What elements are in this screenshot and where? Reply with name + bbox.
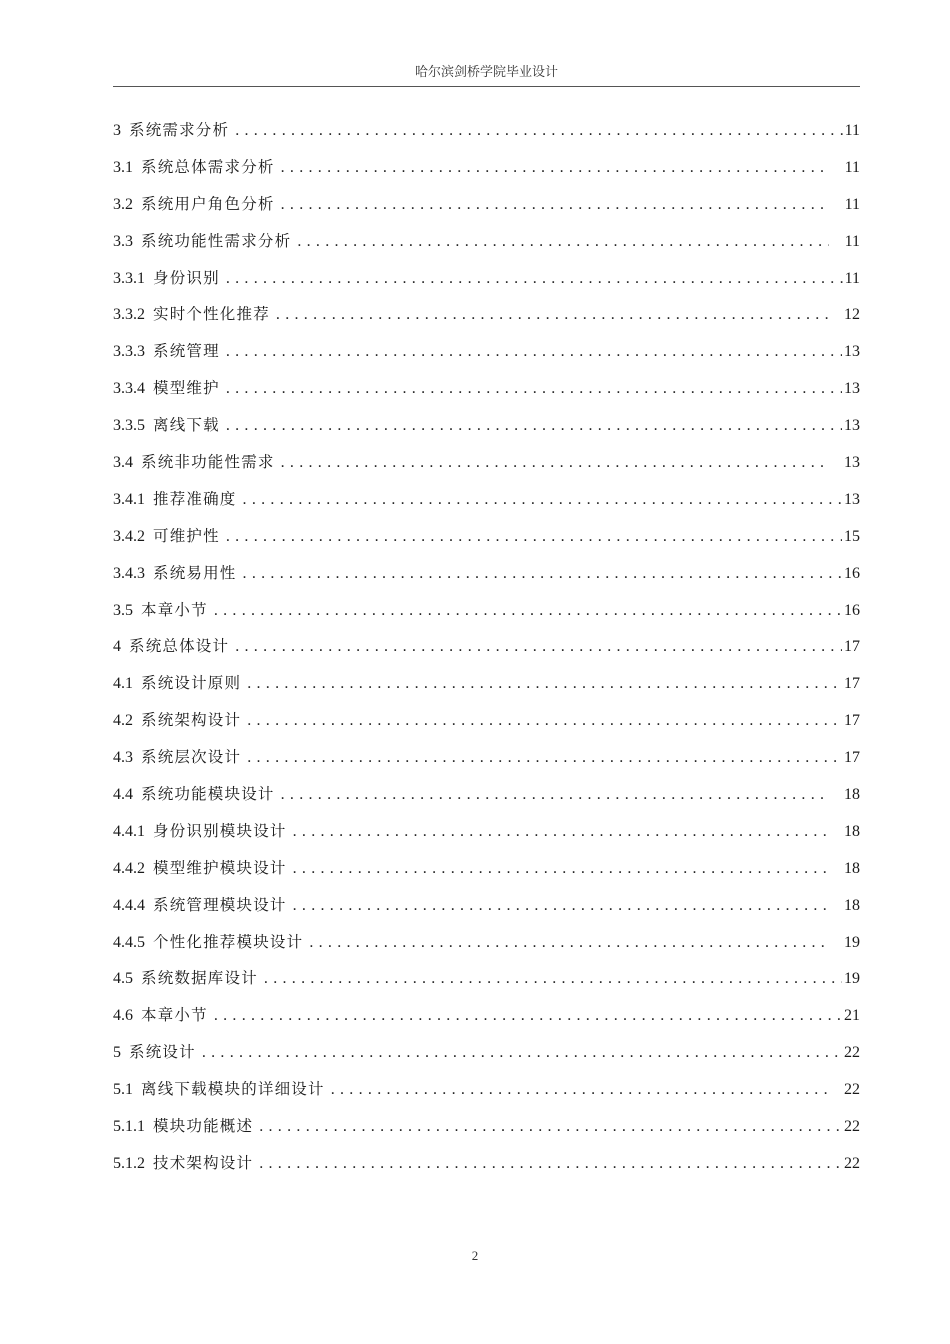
toc-entry-title: 推荐准确度 — [153, 489, 237, 508]
toc-entry[interactable] — [113, 1040, 860, 1077]
toc-entry-number: 3.4.3 — [113, 564, 145, 582]
toc-dot-leader — [202, 1041, 842, 1065]
toc-entry-number: 3.2 — [113, 195, 133, 213]
toc-entry-page: 18 — [844, 786, 860, 804]
toc-entry-page: 19 — [844, 970, 860, 988]
toc-entry[interactable] — [113, 155, 860, 192]
toc-entry-title: 系统设计原则 — [141, 674, 242, 693]
toc-entry[interactable] — [113, 819, 860, 856]
toc-entry-number: 3.3.2 — [113, 306, 145, 324]
toc-entry[interactable] — [113, 561, 860, 598]
toc-entry[interactable] — [113, 1077, 860, 1114]
toc-entry[interactable] — [113, 893, 860, 930]
toc-entry-title: 身份识别模块设计 — [153, 821, 287, 840]
toc-entry-number: 4.4.2 — [113, 859, 145, 877]
toc-entry-page: 12 — [844, 306, 860, 324]
toc-entry[interactable] — [113, 708, 860, 745]
toc-dot-leader — [226, 340, 842, 364]
toc-entry[interactable] — [113, 450, 860, 487]
toc-entry[interactable] — [113, 524, 860, 561]
toc-entry-number: 5.1.1 — [113, 1118, 145, 1136]
toc-dot-leader — [243, 488, 842, 512]
toc-entry-title: 系统功能模块设计 — [141, 785, 275, 804]
toc-entry-number: 3.3.5 — [113, 417, 145, 435]
toc-entry-number: 4.1 — [113, 675, 133, 693]
toc-dot-leader — [247, 746, 842, 770]
toc-entry-title: 系统需求分析 — [129, 121, 230, 139]
toc-entry-title: 实时个性化推荐 — [153, 305, 270, 324]
toc-entry-number: 4.2 — [113, 712, 133, 730]
toc-entry-page: 17 — [844, 675, 860, 693]
toc-entry-page: 17 — [844, 638, 860, 656]
toc-entry[interactable] — [113, 339, 860, 376]
toc-dot-leader — [214, 1004, 842, 1028]
toc-entry-title: 系统架构设计 — [141, 711, 242, 730]
toc-dot-leader — [331, 1078, 828, 1102]
toc-dot-leader — [214, 599, 842, 623]
toc-entry-title: 系统总体设计 — [129, 637, 230, 656]
toc-entry-page: 16 — [844, 601, 860, 619]
toc-dot-leader — [297, 230, 828, 254]
toc-dot-leader — [247, 709, 842, 733]
toc-entry[interactable] — [113, 1151, 860, 1188]
toc-dot-leader — [264, 967, 842, 991]
toc-entry-page: 16 — [844, 564, 860, 582]
toc-entry-title: 系统设计 — [129, 1043, 196, 1062]
toc-dot-leader — [281, 156, 829, 180]
toc-entry-page: 13 — [844, 417, 860, 435]
toc-entry-page: 13 — [844, 454, 860, 472]
toc-dot-leader — [226, 267, 843, 291]
toc-entry-title: 本章小节 — [141, 1006, 208, 1025]
toc-entry-page: 22 — [844, 1081, 860, 1099]
toc-entry-title: 系统数据库设计 — [141, 969, 258, 988]
toc-entry-number: 4.4 — [113, 786, 133, 804]
toc-entry-page: 11 — [844, 158, 860, 176]
toc-entry[interactable] — [113, 966, 860, 1003]
toc-entry-page: 11 — [844, 269, 860, 287]
toc-entry[interactable] — [113, 856, 860, 893]
toc-entry-number: 4.4.5 — [113, 933, 145, 951]
toc-entry[interactable] — [113, 229, 860, 266]
toc-entry-title: 身份识别 — [153, 268, 220, 287]
toc-dot-leader — [235, 635, 842, 659]
toc-entry-number: 3.4 — [113, 454, 133, 472]
toc-entry-page: 17 — [844, 712, 860, 730]
toc-dot-leader — [281, 451, 828, 475]
toc-dot-leader — [226, 525, 842, 549]
toc-entry-page: 18 — [844, 896, 860, 914]
toc-entry-number: 3 — [113, 122, 121, 139]
toc-entry-number: 3.4.2 — [113, 527, 145, 545]
toc-entry[interactable] — [113, 1003, 860, 1040]
toc-entry[interactable] — [113, 487, 860, 524]
toc-entry[interactable] — [113, 634, 860, 671]
toc-entry-title: 离线下载模块的详细设计 — [141, 1080, 325, 1099]
toc-dot-leader — [293, 820, 828, 844]
toc-dot-leader — [281, 193, 829, 217]
toc-entry[interactable] — [113, 671, 860, 708]
toc-entry-page: 18 — [844, 822, 860, 840]
toc-entry-number: 5 — [113, 1044, 121, 1062]
toc-dot-leader — [293, 857, 828, 881]
toc-entry-number: 5.1 — [113, 1081, 133, 1099]
toc-entry-title: 个性化推荐模块设计 — [153, 932, 304, 951]
toc-entry-page: 18 — [844, 859, 860, 877]
toc-dot-leader — [281, 783, 828, 807]
toc-entry-number: 4.3 — [113, 749, 133, 767]
toc-entry-number: 3.5 — [113, 601, 133, 619]
toc-entry[interactable] — [113, 192, 860, 229]
toc-entry[interactable] — [113, 1114, 860, 1151]
toc-entry-page: 22 — [844, 1044, 860, 1062]
toc-dot-leader — [293, 894, 828, 918]
toc-entry-title: 系统功能性需求分析 — [141, 231, 292, 250]
toc-entry[interactable] — [113, 782, 860, 819]
toc-entry-title: 技术架构设计 — [153, 1153, 254, 1172]
toc-entry-number: 4.5 — [113, 970, 133, 988]
toc-entry-number: 3.3.3 — [113, 343, 145, 361]
toc-entry-number: 4.6 — [113, 1007, 133, 1025]
toc-dot-leader — [259, 1115, 842, 1139]
toc-entry[interactable] — [113, 598, 860, 635]
toc-entry-title: 模块功能概述 — [153, 1117, 254, 1136]
toc-entry-title: 可维护性 — [153, 526, 220, 545]
toc-entry-page: 22 — [844, 1118, 860, 1136]
toc-entry-page: 11 — [844, 232, 860, 250]
toc-entry-title: 系统管理 — [153, 342, 220, 361]
toc-entry-number: 3.3.1 — [113, 269, 145, 287]
toc-entry-title: 模型维护 — [153, 379, 220, 398]
toc-entry[interactable] — [113, 118, 860, 155]
toc-dot-leader — [259, 1152, 842, 1176]
toc-entry-title: 系统非功能性需求 — [141, 453, 275, 472]
page-number: 2 — [471, 1248, 479, 1263]
toc-entry-page: 15 — [844, 527, 860, 545]
toc-entry-page: 11 — [844, 122, 860, 139]
toc-entry-title: 系统总体需求分析 — [141, 157, 275, 176]
toc-entry[interactable] — [113, 266, 860, 303]
toc-dot-leader — [226, 414, 842, 438]
toc-entry-page: 17 — [844, 749, 860, 767]
table-of-contents — [113, 118, 860, 1188]
toc-entry-title: 系统管理模块设计 — [153, 895, 287, 914]
toc-dot-leader — [309, 931, 828, 955]
toc-entry-title: 本章小节 — [141, 600, 208, 619]
toc-entry-number: 3.3 — [113, 232, 133, 250]
toc-entry-page: 19 — [844, 933, 860, 951]
toc-entry-number: 3.3.4 — [113, 380, 145, 398]
toc-entry[interactable] — [113, 745, 860, 782]
toc-entry[interactable] — [113, 376, 860, 413]
toc-dot-leader — [276, 303, 828, 327]
toc-entry-number: 3.4.1 — [113, 490, 145, 508]
toc-entry-number: 3.1 — [113, 158, 133, 176]
toc-entry[interactable] — [113, 930, 860, 967]
toc-entry-title: 系统用户角色分析 — [141, 194, 275, 213]
toc-entry-page: 13 — [844, 380, 860, 398]
toc-entry-page: 13 — [844, 343, 860, 361]
toc-entry[interactable] — [113, 413, 860, 450]
toc-entry-number: 4.4.4 — [113, 896, 145, 914]
page-header — [113, 64, 860, 87]
toc-entry-page: 13 — [844, 490, 860, 508]
toc-dot-leader — [243, 562, 842, 586]
toc-entry-number: 4 — [113, 638, 121, 656]
toc-dot-leader — [226, 377, 842, 401]
toc-entry-page: 21 — [844, 1007, 860, 1025]
toc-entry-title: 系统层次设计 — [141, 748, 242, 767]
toc-entry-title: 模型维护模块设计 — [153, 858, 287, 877]
toc-entry-title: 离线下载 — [153, 416, 220, 435]
toc-entry[interactable] — [113, 302, 860, 339]
toc-dot-leader — [235, 119, 842, 143]
header-title: 哈尔滨剑桥学院毕业设计 — [414, 65, 558, 80]
toc-entry-number: 5.1.2 — [113, 1154, 145, 1172]
toc-dot-leader — [247, 672, 842, 696]
toc-entry-page: 22 — [844, 1154, 860, 1172]
toc-entry-title: 系统易用性 — [153, 563, 237, 582]
toc-entry-page: 11 — [844, 195, 860, 213]
toc-entry-number: 4.4.1 — [113, 822, 145, 840]
